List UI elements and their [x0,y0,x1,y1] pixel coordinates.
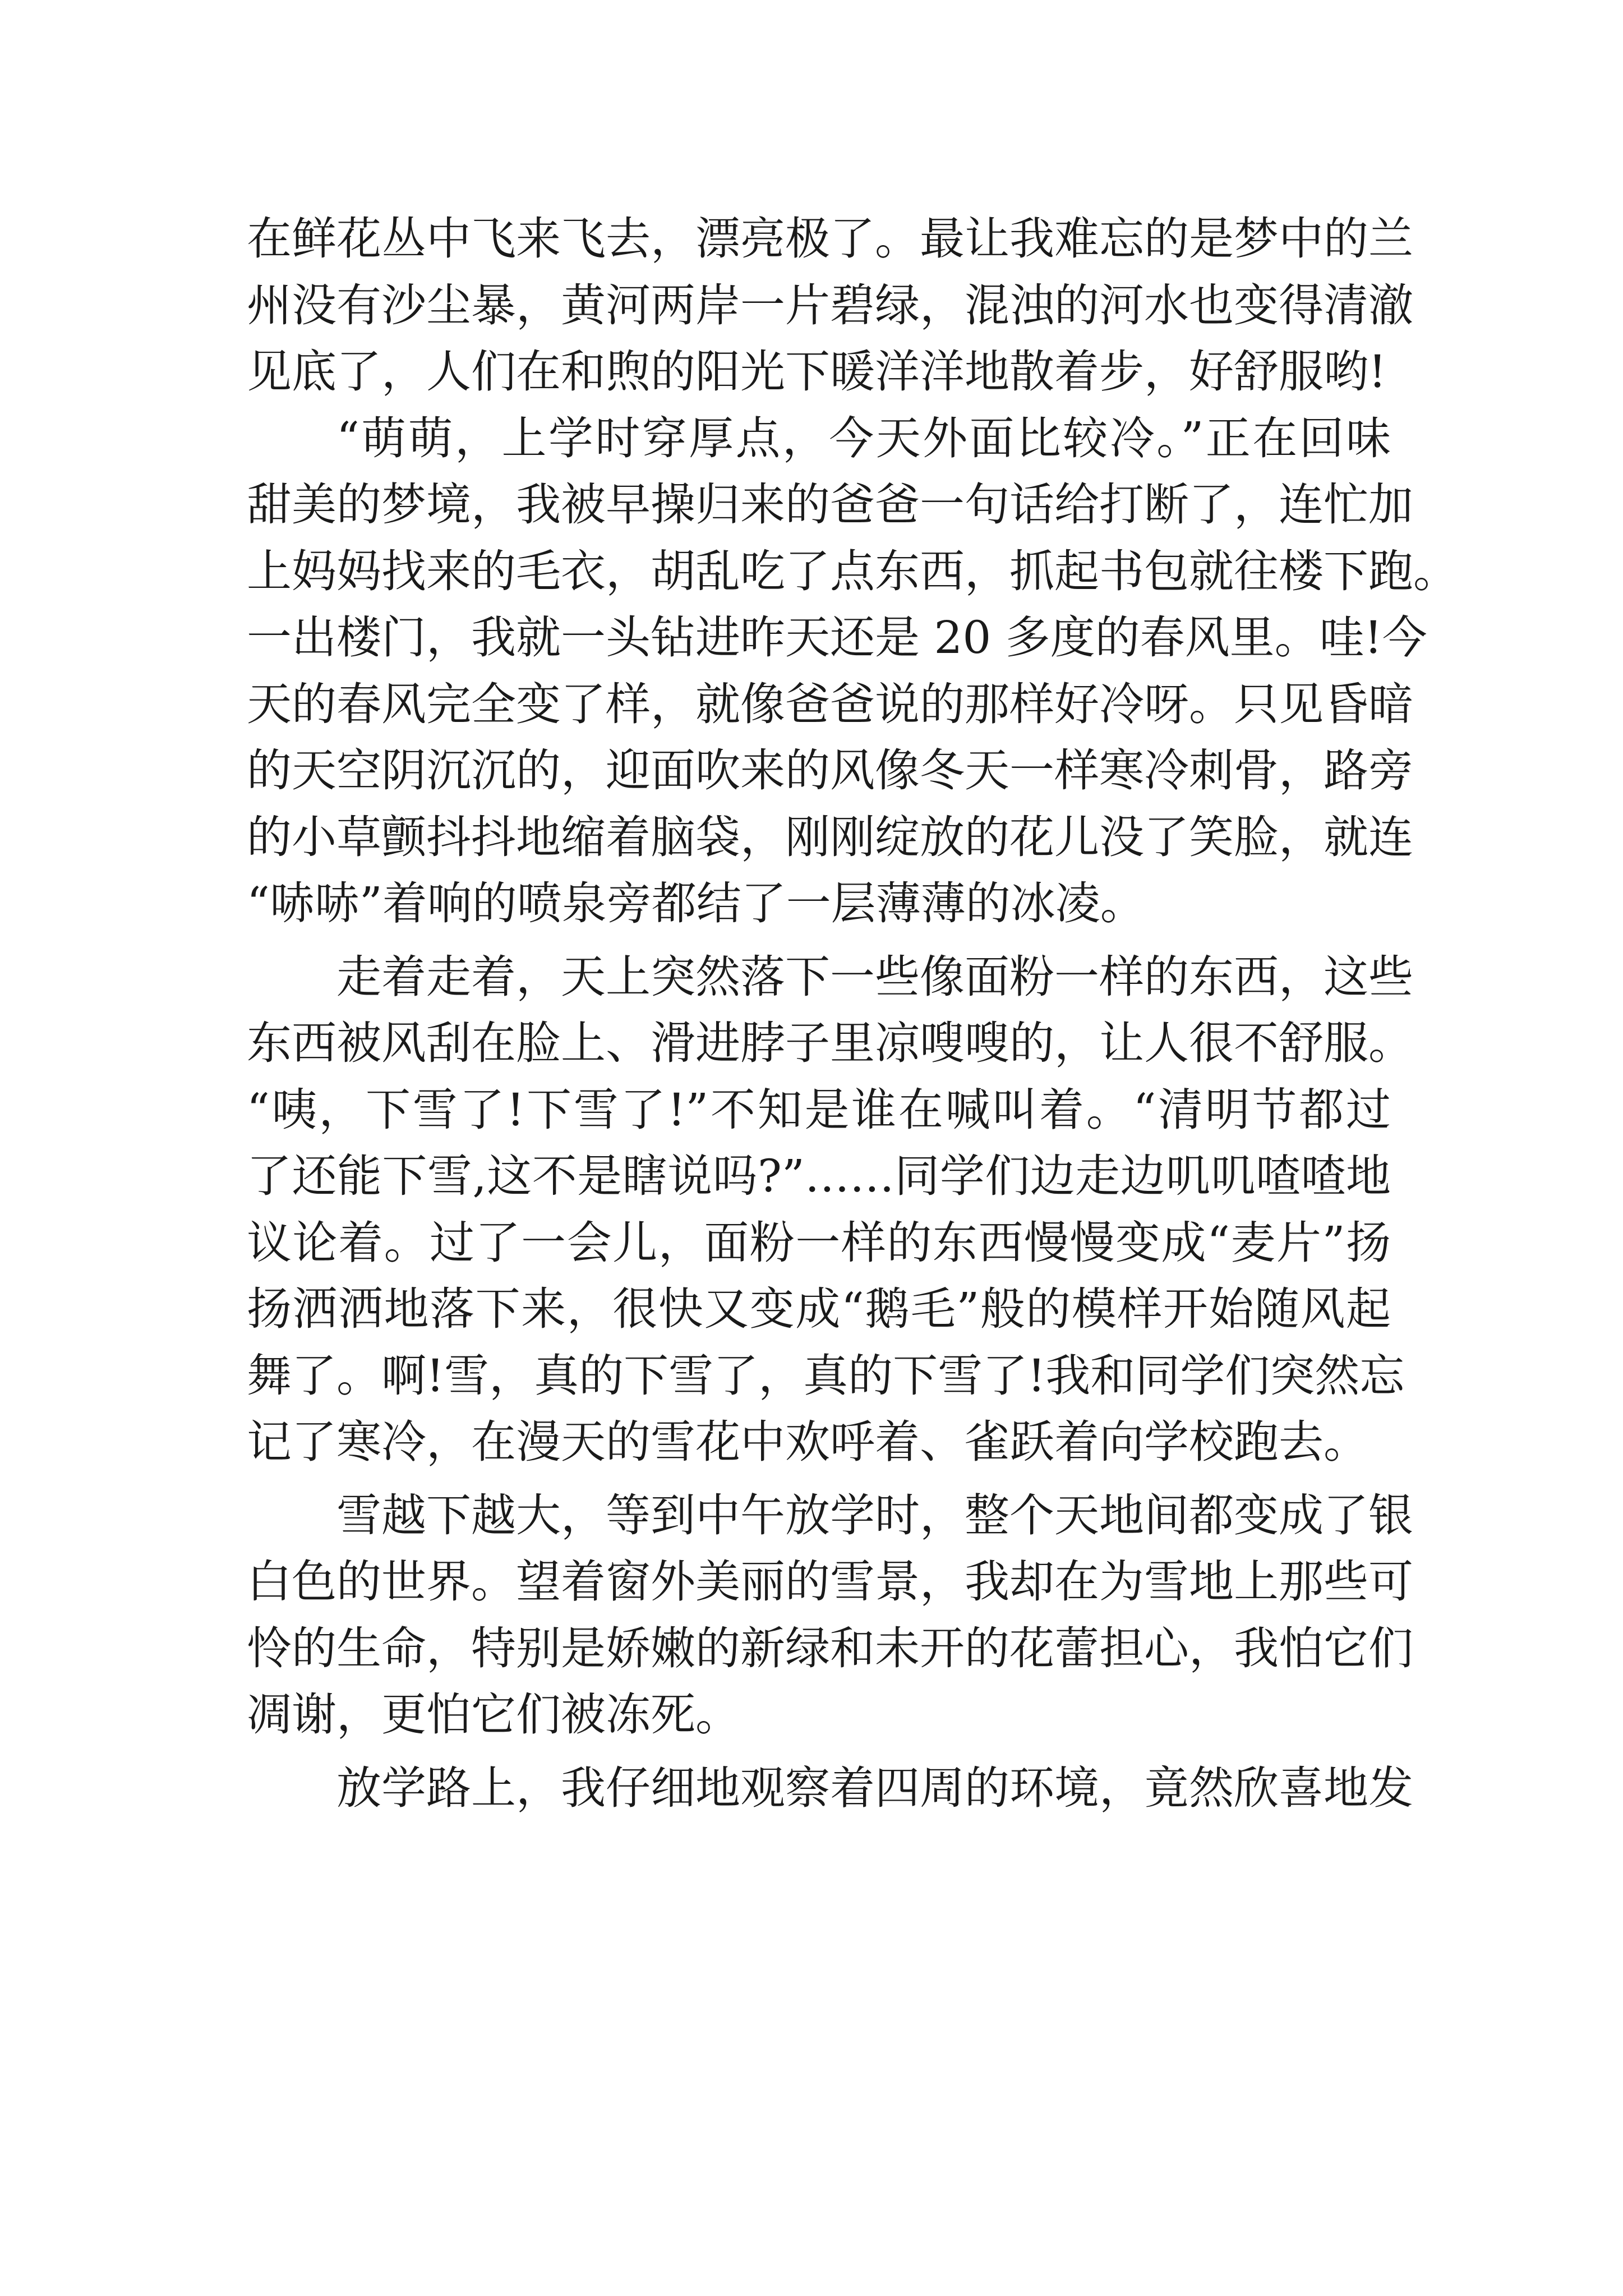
text-line: 东西被风刮在脸上、滑进脖子里凉嗖嗖的，让人很不舒服。 [247,1017,1413,1069]
text-line: 的天空阴沉沉的，迎面吹来的风像冬天一样寒冷刺骨，路旁 [247,744,1413,797]
text-line: 凋谢，更怕它们被冻死。 [247,1688,740,1741]
text-line: 天的春风完全变了样，就像爸爸说的那样好冷呀。只见昏暗 [247,678,1413,730]
text-line: 甜美的梦境，我被早操归来的爸爸一句话给打断了，连忙加 [247,478,1413,531]
body-text [247,206,1458,1821]
text-line: 舞了。啊!雪，真的下雪了，真的下雪了!我和同学们突然忘 [247,1349,1405,1402]
text-line: 一出楼门，我就一头钻进昨天还是 20 多度的春风里。哇!今 [247,611,1427,664]
paragraph-gap [247,937,1391,944]
text-line: 的小草颤抖抖地缩着脑袋，刚刚绽放的花儿没了笑脸，就连 [247,811,1413,863]
text-line: 放学路上，我仔细地观察着四周的环境，竟然欣喜地发 [336,1761,1413,1814]
text-line: 记了寒冷，在漫天的雪花中欢呼着、雀跃着向学校跑去。 [247,1416,1368,1468]
text-line: 见底了，人们在和煦的阳光下暖洋洋地散着步，好舒服哟! [247,346,1387,398]
text-line: 了还能下雪,这不是瞎说吗?”……同学们边走边叽叽喳喳地 [247,1150,1391,1202]
text-line: 在鲜花丛中飞来飞去，漂亮极了。最让我难忘的是梦中的兰 [247,213,1413,265]
text-line: 上妈妈找来的毛衣，胡乱吃了点东西，抓起书包就往楼下跑。 [247,545,1458,597]
text-line: 扬洒洒地落下来，很快又变成“鹅毛”般的模样开始随风起 [247,1283,1391,1335]
text-line: 白色的世界。望着窗外美丽的雪景，我却在为雪地上那些可 [247,1556,1413,1608]
paragraph-gap [247,1476,1391,1483]
text-line: 雪越下越大，等到中午放学时，整个天地间都变成了银 [336,1489,1413,1542]
text-line: “咦，下雪了!下雪了!”不知是谁在喊叫着。“清明节都过 [247,1083,1391,1136]
text-line: 走着走着，天上突然落下一些像面粉一样的东西，这些 [336,950,1413,1003]
text-line: 怜的生命，特别是娇嫩的新绿和未开的花蕾担心，我怕它们 [247,1622,1413,1674]
paragraph-gap [247,1749,1391,1755]
text-line: “哧哧”着响的喷泉旁都结了一层薄薄的冰凌。 [247,877,1145,930]
text-line: 州没有沙尘暴，黄河两岸一片碧绿，混浊的河水也变得清澈 [247,279,1413,332]
text-line: 议论着。过了一会儿，面粉一样的东西慢慢变成“麦片”扬 [247,1216,1391,1269]
text-line: “萌萌，上学时穿厚点，今天外面比较冷。”正在回味 [336,412,1391,464]
